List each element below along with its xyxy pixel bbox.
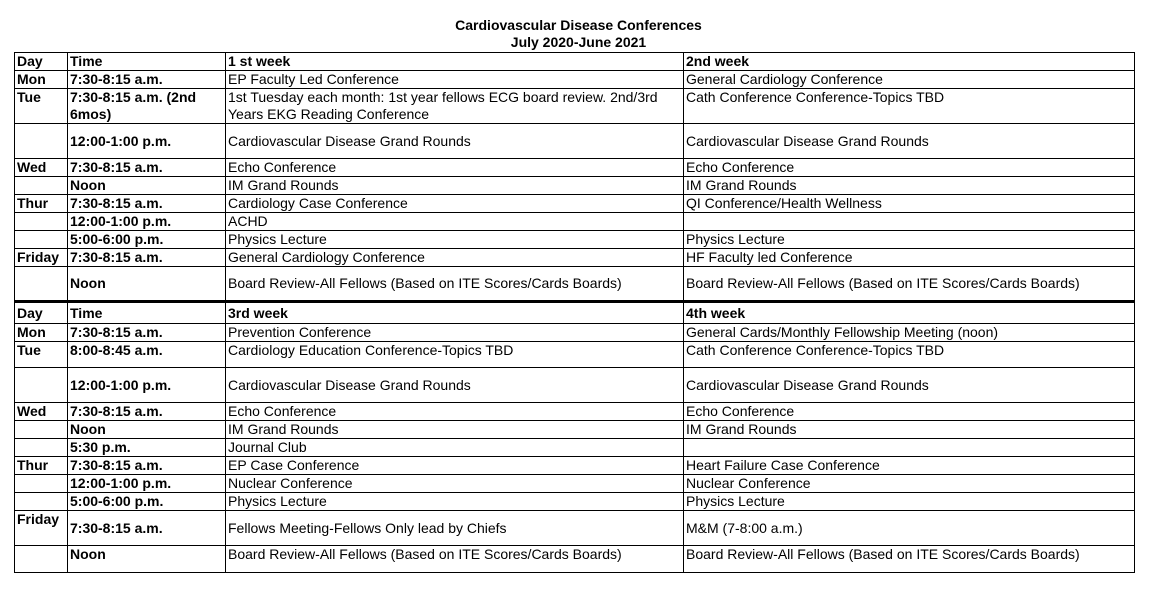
day-cell: Wed	[15, 159, 68, 177]
schedule-body	[15, 53, 1135, 573]
week-a-cell: Fellows Meeting-Fellows Only lead by Chiefs	[226, 511, 684, 546]
schedule-row	[15, 267, 1135, 302]
schedule-row	[15, 342, 1135, 368]
week-b-cell: QI Conference/Health Wellness	[684, 195, 1135, 213]
week-a-cell: IM Grand Rounds	[226, 421, 684, 439]
week-b-cell: Echo Conference	[684, 403, 1135, 421]
day-cell: Thur	[15, 457, 68, 475]
schedule-row	[15, 421, 1135, 439]
week-a-cell: Cardiovascular Disease Grand Rounds	[226, 368, 684, 403]
week-b-cell: Physics Lecture	[684, 493, 1135, 511]
time-cell: 7:30-8:15 a.m.	[68, 324, 226, 342]
week-b-cell	[684, 439, 1135, 457]
day-cell	[15, 421, 68, 439]
day-cell: Wed	[15, 403, 68, 421]
schedule-row	[15, 89, 1135, 124]
week-b-cell: IM Grand Rounds	[684, 421, 1135, 439]
day-cell: Tue	[15, 89, 68, 124]
schedule-row	[15, 493, 1135, 511]
week-b-cell: Nuclear Conference	[684, 475, 1135, 493]
time-header: Time	[68, 302, 226, 324]
week-b-cell: General Cardiology Conference	[684, 71, 1135, 89]
time-cell: Noon	[68, 177, 226, 195]
week-b-cell: Cath Conference Conference-Topics TBD	[684, 342, 1135, 368]
day-cell	[15, 124, 68, 159]
schedule-row	[15, 546, 1135, 573]
week-a-cell: Echo Conference	[226, 159, 684, 177]
time-cell: 7:30-8:15 a.m. (2nd 6mos)	[68, 89, 226, 124]
day-cell	[15, 546, 68, 573]
schedule-row	[15, 475, 1135, 493]
day-cell: Tue	[15, 342, 68, 368]
week-b-cell: Physics Lecture	[684, 231, 1135, 249]
document-title-block	[0, 17, 1157, 51]
time-cell: 5:30 p.m.	[68, 439, 226, 457]
week-a-cell: ACHD	[226, 213, 684, 231]
day-cell: Friday	[15, 511, 68, 546]
schedule-row	[15, 457, 1135, 475]
week-a-cell: General Cardiology Conference	[226, 249, 684, 267]
time-cell: Noon	[68, 546, 226, 573]
week-a-cell: EP Case Conference	[226, 457, 684, 475]
schedule-row	[15, 231, 1135, 249]
week-b-cell: M&M (7-8:00 a.m.)	[684, 511, 1135, 546]
day-cell	[15, 213, 68, 231]
week-header: 1 st week	[226, 53, 684, 71]
day-cell: Friday	[15, 249, 68, 267]
week-a-cell: Journal Club	[226, 439, 684, 457]
schedule-row	[15, 324, 1135, 342]
week-a-cell: Echo Conference	[226, 403, 684, 421]
conference-schedule-table	[14, 52, 1135, 573]
day-cell: Mon	[15, 71, 68, 89]
time-cell: 12:00-1:00 p.m.	[68, 213, 226, 231]
week-a-cell: Nuclear Conference	[226, 475, 684, 493]
week-b-cell: Cardiovascular Disease Grand Rounds	[684, 368, 1135, 403]
time-cell: 12:00-1:00 p.m.	[68, 368, 226, 403]
day-cell: Thur	[15, 195, 68, 213]
week-header: 2nd week	[684, 53, 1135, 71]
week-b-cell	[684, 213, 1135, 231]
week-a-cell: Cardiology Case Conference	[226, 195, 684, 213]
week-a-cell: Physics Lecture	[226, 231, 684, 249]
day-cell	[15, 439, 68, 457]
day-cell: Mon	[15, 324, 68, 342]
week-a-cell: Board Review-All Fellows (Based on ITE Scores/Cards Boards)	[226, 546, 684, 573]
time-cell: 12:00-1:00 p.m.	[68, 124, 226, 159]
time-cell: 8:00-8:45 a.m.	[68, 342, 226, 368]
week-a-cell: IM Grand Rounds	[226, 177, 684, 195]
time-cell: 7:30-8:15 a.m.	[68, 403, 226, 421]
day-cell	[15, 475, 68, 493]
schedule-row	[15, 159, 1135, 177]
schedule-row	[15, 195, 1135, 213]
day-cell	[15, 267, 68, 302]
schedule-row	[15, 124, 1135, 159]
week-b-cell: Cath Conference Conference-Topics TBD	[684, 89, 1135, 124]
time-cell: 7:30-8:15 a.m.	[68, 457, 226, 475]
schedule-row	[15, 403, 1135, 421]
schedule-row	[15, 213, 1135, 231]
schedule-row	[15, 439, 1135, 457]
week-b-cell: Board Review-All Fellows (Based on ITE Scores/Cards Boards)	[684, 267, 1135, 302]
week-b-cell: Echo Conference	[684, 159, 1135, 177]
time-cell: Noon	[68, 267, 226, 302]
day-cell	[15, 493, 68, 511]
week-b-cell: Cardiovascular Disease Grand Rounds	[684, 124, 1135, 159]
schedule-row	[15, 177, 1135, 195]
week-b-cell: General Cards/Monthly Fellowship Meeting (noon)	[684, 324, 1135, 342]
time-cell: Noon	[68, 421, 226, 439]
week-header: 3rd week	[226, 302, 684, 324]
week-a-cell: EP Faculty Led Conference	[226, 71, 684, 89]
time-cell: 7:30-8:15 a.m.	[68, 511, 226, 546]
week-a-cell: Board Review-All Fellows (Based on ITE Scores/Cards Boards)	[226, 267, 684, 302]
time-header: Time	[68, 53, 226, 71]
time-cell: 7:30-8:15 a.m.	[68, 71, 226, 89]
day-header: Day	[15, 302, 68, 324]
day-cell	[15, 368, 68, 403]
schedule-row	[15, 71, 1135, 89]
week-a-cell: Physics Lecture	[226, 493, 684, 511]
time-cell: 12:00-1:00 p.m.	[68, 475, 226, 493]
day-cell	[15, 231, 68, 249]
schedule-row	[15, 249, 1135, 267]
week-a-cell: Prevention Conference	[226, 324, 684, 342]
schedule-row	[15, 511, 1135, 546]
week-a-cell: Cardiovascular Disease Grand Rounds	[226, 124, 684, 159]
time-cell: 5:00-6:00 p.m.	[68, 493, 226, 511]
week-b-cell: Board Review-All Fellows (Based on ITE Scores/Cards Boards)	[684, 546, 1135, 573]
schedule-row	[15, 368, 1135, 403]
time-cell: 7:30-8:15 a.m.	[68, 195, 226, 213]
time-cell: 7:30-8:15 a.m.	[68, 249, 226, 267]
week-b-cell: IM Grand Rounds	[684, 177, 1135, 195]
day-cell	[15, 177, 68, 195]
document-title: Cardiovascular Disease Conferences	[455, 17, 702, 33]
week-a-cell: 1st Tuesday each month: 1st year fellows ECG board review. 2nd/3rd Years EKG Reading Conference	[226, 89, 684, 124]
section-header-row	[15, 302, 1135, 324]
time-cell: 5:00-6:00 p.m.	[68, 231, 226, 249]
document-subtitle: July 2020-June 2021	[510, 34, 647, 50]
time-cell: 7:30-8:15 a.m.	[68, 159, 226, 177]
week-header: 4th week	[684, 302, 1135, 324]
week-b-cell: HF Faculty led Conference	[684, 249, 1135, 267]
section-header-row	[15, 53, 1135, 71]
week-a-cell: Cardiology Education Conference-Topics TBD	[226, 342, 684, 368]
week-b-cell: Heart Failure Case Conference	[684, 457, 1135, 475]
day-header: Day	[15, 53, 68, 71]
